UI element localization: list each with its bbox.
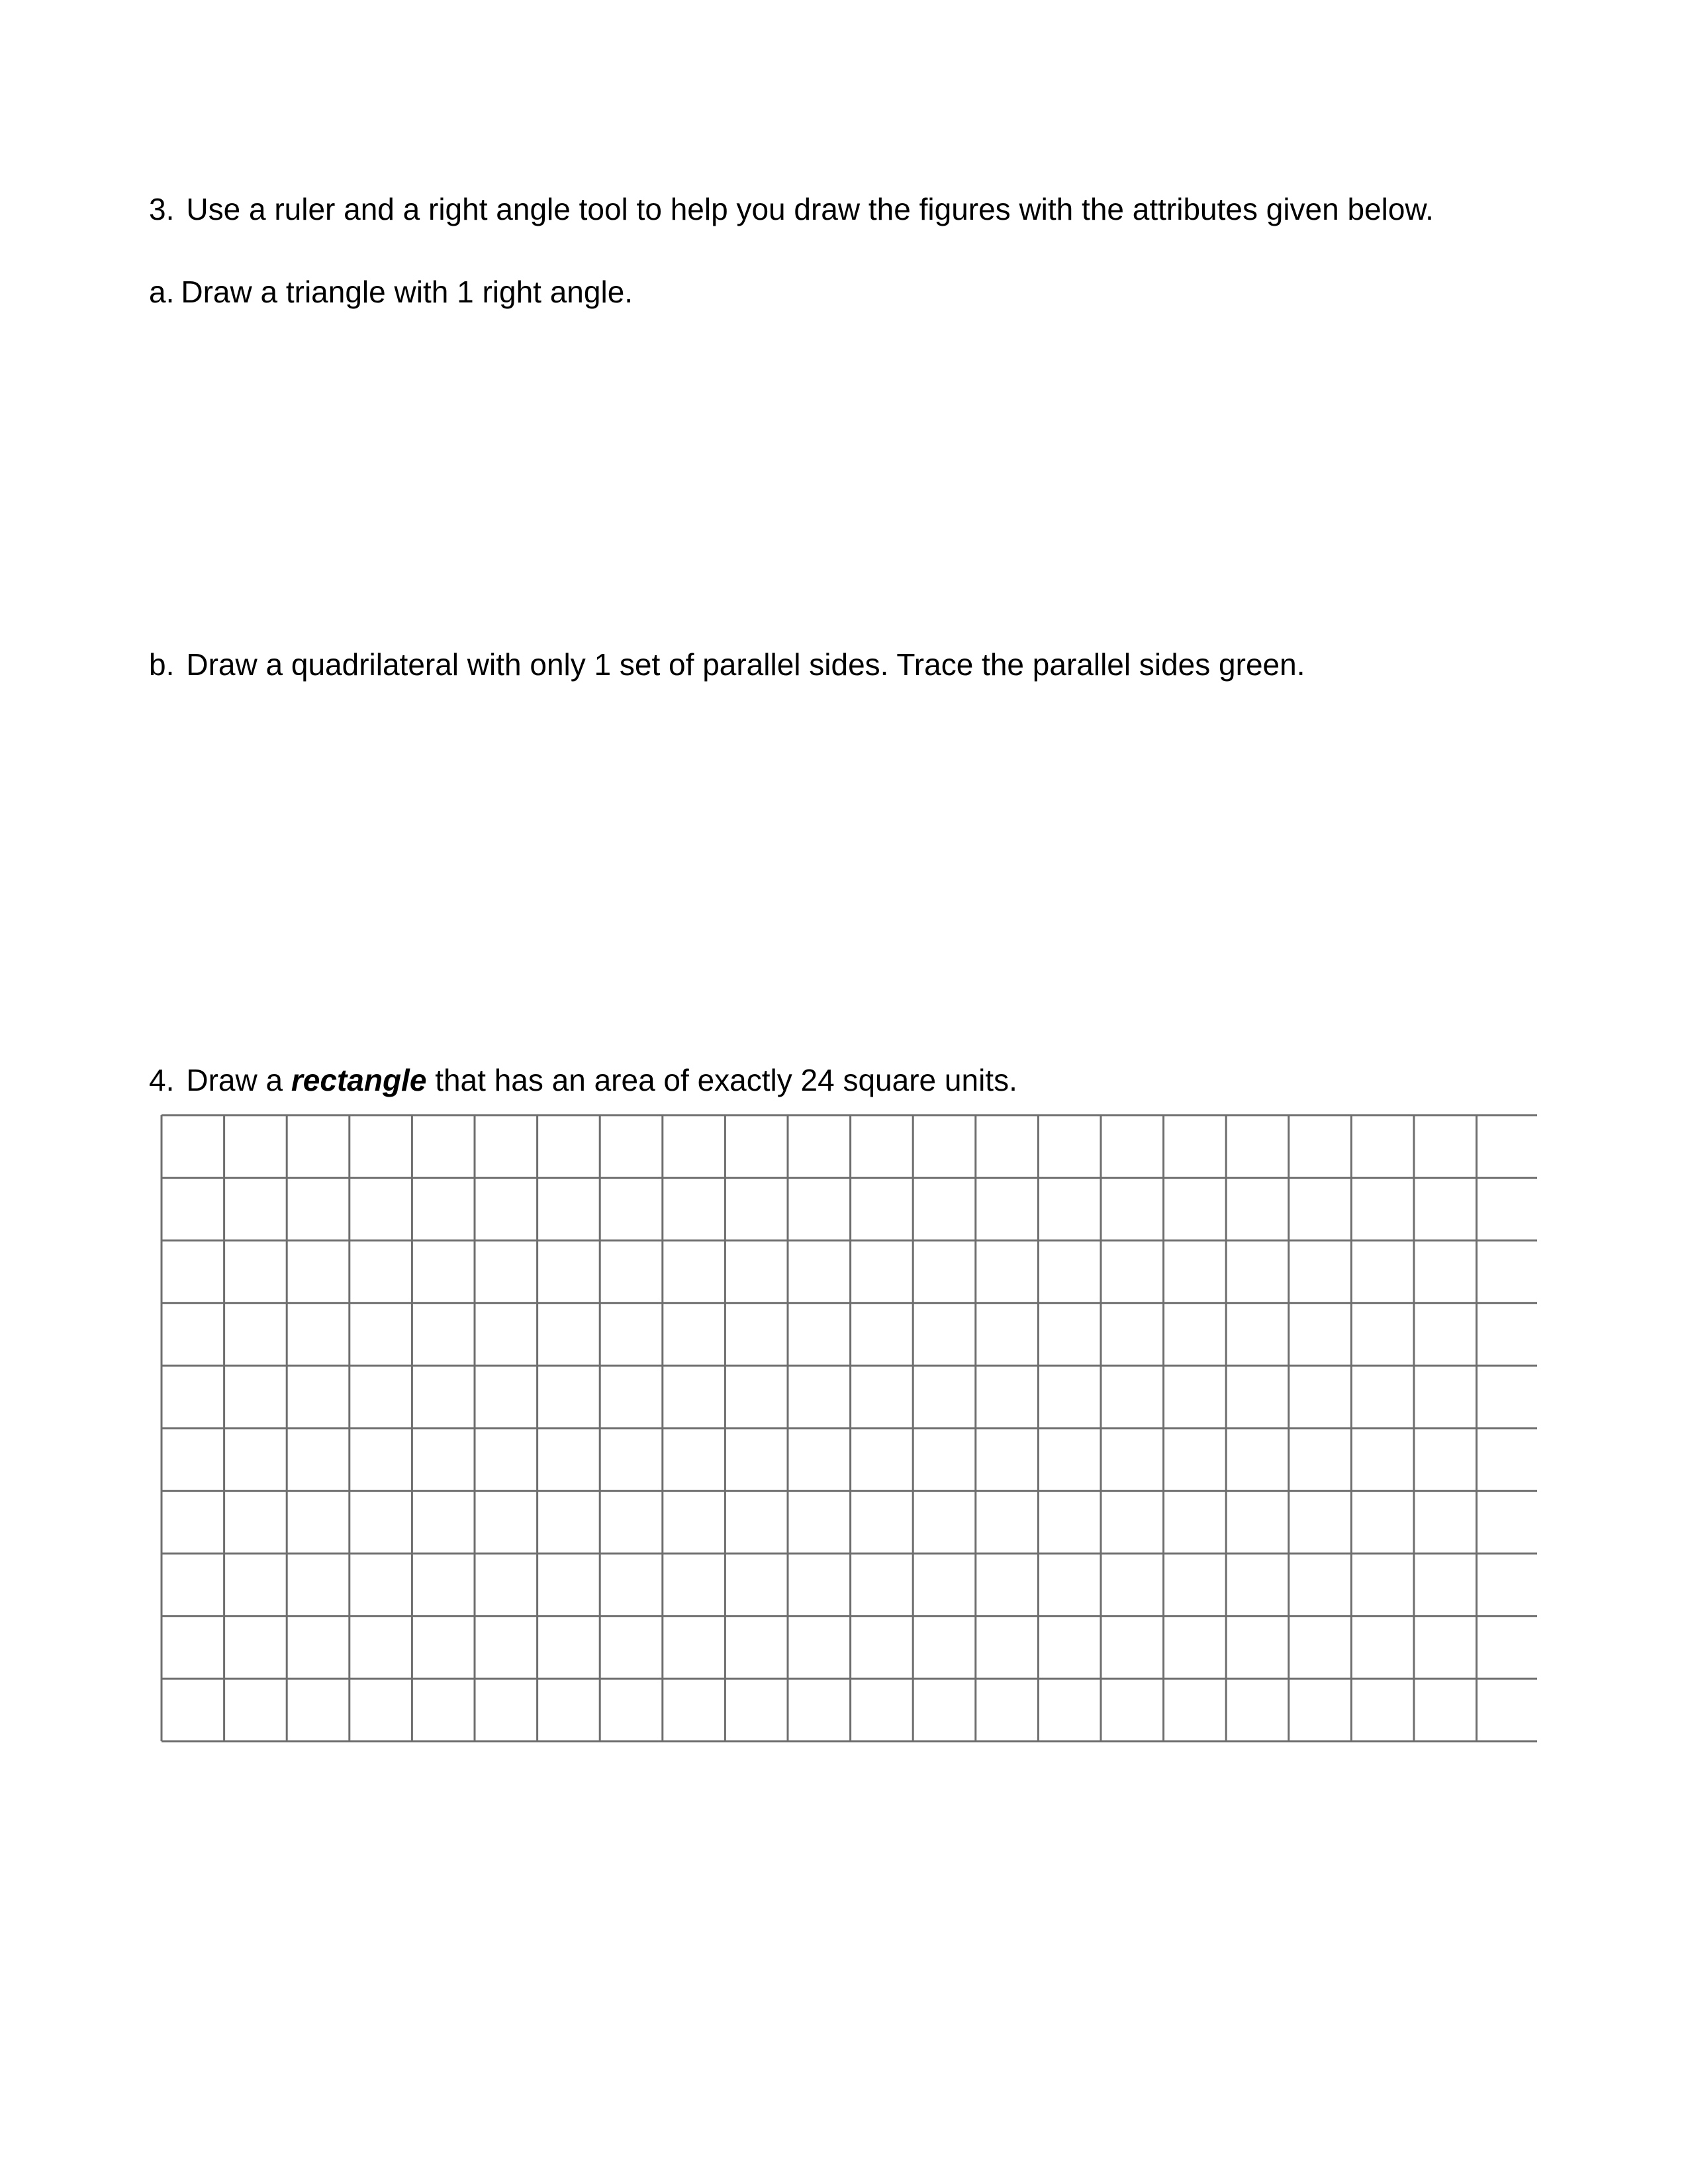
question-4-text-before: Draw a — [186, 1063, 283, 1097]
square-unit-grid — [160, 1114, 1537, 1743]
question-3b-label: b. — [149, 647, 175, 682]
question-3a-prompt — [149, 273, 633, 310]
question-4-number: 4. — [149, 1063, 175, 1097]
question-3-text: Use a ruler and a right angle tool to help you draw the figures with the attributes given below. — [186, 192, 1434, 226]
question-4-emphasis: rectangle — [291, 1063, 427, 1097]
question-3-number: 3. — [149, 192, 175, 226]
question-3b-prompt — [149, 646, 1305, 683]
question-4-text-after: that has an area of exactly 24 square units. — [435, 1063, 1017, 1097]
question-3a-text: Draw a triangle with 1 right angle. — [181, 275, 633, 309]
question-4-prompt — [149, 1062, 1017, 1099]
question-3-prompt — [149, 191, 1434, 228]
question-3b-text: Draw a quadrilateral with only 1 set of parallel sides. Trace the parallel sides green. — [186, 647, 1305, 682]
question-3a-label: a. — [149, 275, 175, 309]
